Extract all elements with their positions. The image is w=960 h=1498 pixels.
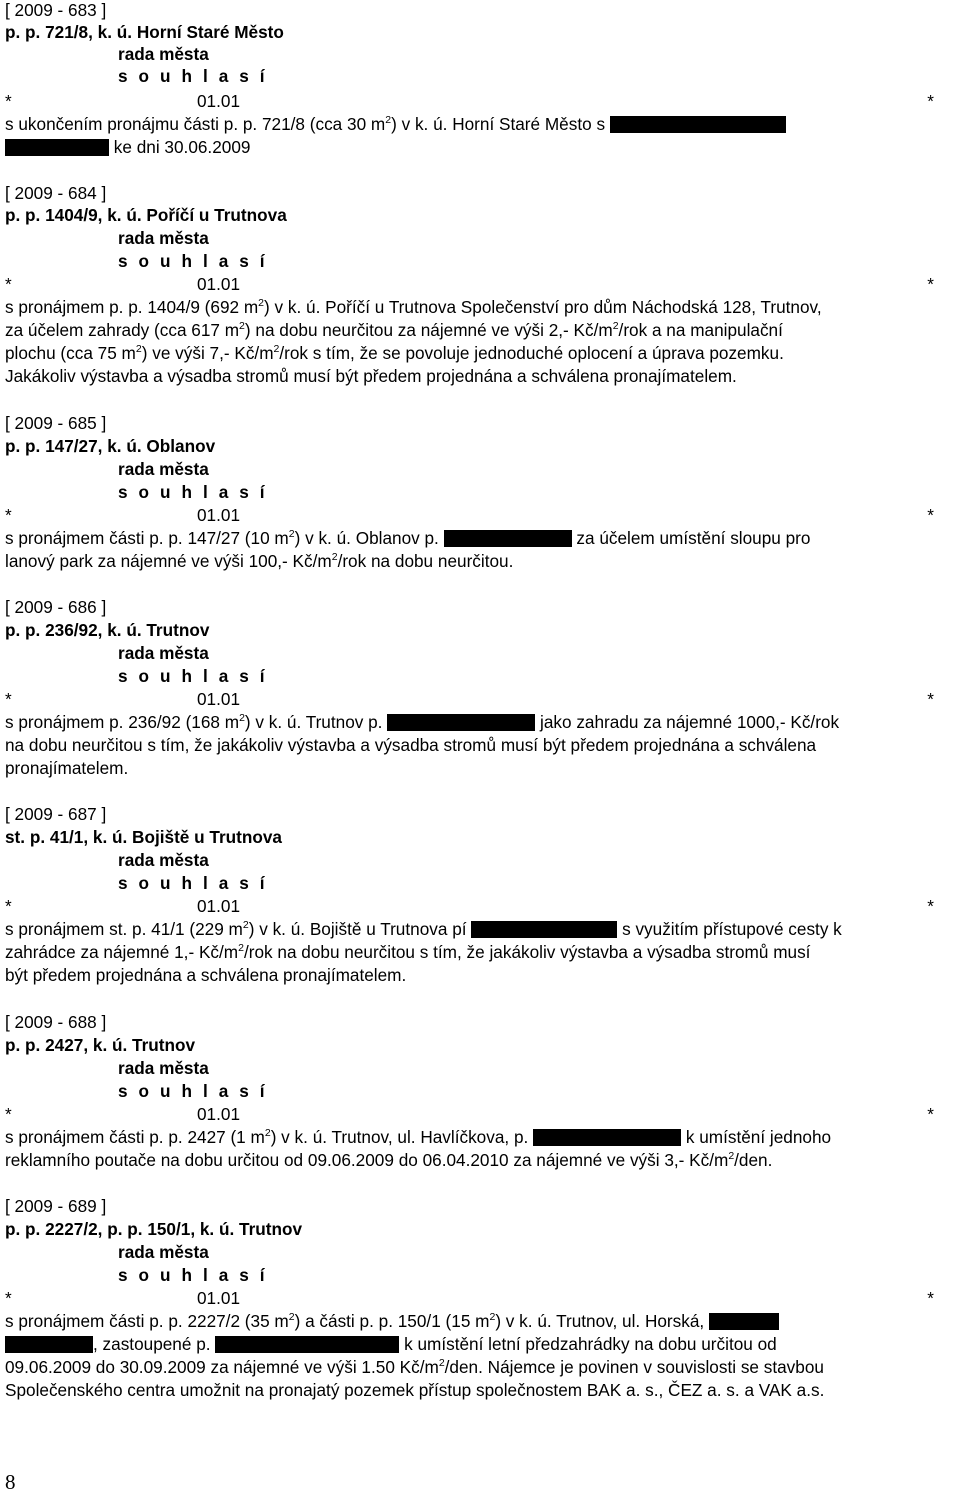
resolution-ref: [ 2009 - 685 ] bbox=[5, 413, 107, 433]
resolution-text-line: s pronájmem části p. p. 2227/2 (35 $m^2$) a části p. p. 150/1 (15 $m^2$) v k. ú. Trutnov, ul. Horská, bbox=[5, 1311, 779, 1332]
resolution-text-line: ke dni 30.06.2009 bbox=[5, 137, 250, 158]
resolution-ref: [ 2009 - 688 ] bbox=[5, 1012, 107, 1032]
resolution-text-line: s pronájmem části p. p. 147/27 (10 $m^2$) v k. ú. Oblanov p. za účelem umístění sloupu pro bbox=[5, 528, 811, 548]
star-marker: * bbox=[5, 274, 12, 294]
resolution-text-line: reklamního poutače na dobu určitou od 09.06.2009 do 06.04.2010 za nájemné ve výši 3,- $Kč/m^2$/den. bbox=[5, 1150, 773, 1170]
star-marker: * bbox=[5, 91, 12, 111]
parcel-heading: p. p. 2427, k. ú. Trutnov bbox=[5, 1035, 196, 1055]
code-row bbox=[5, 505, 934, 526]
resolution-text-line: 09.06.2009 do 30.09.2009 za nájemné ve výši 1.50 $Kč/m^2$/den. Nájemce je povinen v souvislosti se stavbou bbox=[5, 1357, 824, 1377]
star-marker: * bbox=[5, 1104, 12, 1124]
parcel-heading: p. p. 2227/2, p. p. 150/1, k. ú. Trutnov bbox=[5, 1219, 303, 1239]
resolution-text-line: Společenského centra umožnit na pronajatý pozemek přístup společnostem BAK a. s., ČEZ a. s. a VAK a.s. bbox=[5, 1380, 825, 1400]
parcel-heading: st. p. 41/1, k. ú. Bojiště u Trutnova bbox=[5, 827, 282, 847]
star-marker: * bbox=[927, 274, 934, 294]
star-marker: * bbox=[927, 1288, 934, 1308]
resolution-text-line: za účelem zahrady (cca 617 $m^2$) na dobu neurčitou za nájemné ve výši 2,- $Kč/m^2$/rok a na manipulační bbox=[5, 320, 783, 340]
action-label: s o u h l a s í bbox=[118, 1081, 268, 1101]
redaction-box bbox=[5, 1336, 93, 1353]
resolution-code: 01.01 bbox=[197, 91, 241, 111]
resolution-code: 01.01 bbox=[197, 505, 241, 525]
code-row bbox=[5, 1288, 934, 1309]
page-number: 8 bbox=[5, 1470, 16, 1494]
resolution-text-line: zahrádce za nájemné 1,- $Kč/m^2$/rok na dobu neurčitou s tím, že jakákoliv výstavba a výsadba stromů musí bbox=[5, 942, 811, 962]
star-marker: * bbox=[927, 896, 934, 916]
resolution-ref: [ 2009 - 686 ] bbox=[5, 597, 107, 617]
redaction-box bbox=[533, 1129, 681, 1146]
resolution-code: 01.01 bbox=[197, 689, 241, 709]
resolution-text-line: být předem projednána a schválena pronajímatelem. bbox=[5, 965, 407, 985]
action-label: s o u h l a s í bbox=[118, 251, 268, 271]
resolution-ref: [ 2009 - 687 ] bbox=[5, 804, 107, 824]
council-label: rada města bbox=[118, 850, 209, 870]
resolution-text-line: s pronájmem p. 236/92 (168 $m^2$) v k. ú. Trutnov p. jako zahradu za nájemné 1000,- Kč/rok bbox=[5, 712, 840, 732]
redaction-box bbox=[610, 116, 786, 133]
council-label: rada města bbox=[118, 44, 209, 64]
star-marker: * bbox=[927, 689, 934, 709]
action-label: s o u h l a s í bbox=[118, 666, 268, 686]
star-marker: * bbox=[927, 505, 934, 525]
star-marker: * bbox=[927, 1104, 934, 1124]
action-label: s o u h l a s í bbox=[118, 873, 268, 893]
resolution-text-line: pronajímatelem. bbox=[5, 758, 129, 778]
council-label: rada města bbox=[118, 643, 209, 663]
parcel-heading: p. p. 147/27, k. ú. Oblanov bbox=[5, 436, 216, 456]
redaction-box bbox=[709, 1313, 779, 1330]
resolution-text-line: s pronájmem části p. p. 2427 (1 $m^2$) v k. ú. Trutnov, ul. Havlíčkova, p. k umístění jednoho bbox=[5, 1127, 832, 1147]
star-marker: * bbox=[927, 91, 934, 111]
parcel-heading: p. p. 721/8, k. ú. Horní Staré Město bbox=[5, 22, 284, 42]
action-label: s o u h l a s í bbox=[118, 1265, 268, 1285]
resolution-text-line: plochu (cca 75 $m^2$) ve výši 7,- $Kč/m^2$/rok s tím, že se povoluje jednoduché oplocení a úprava pozemku. bbox=[5, 343, 784, 363]
council-label: rada města bbox=[118, 1242, 209, 1262]
resolution-code: 01.01 bbox=[197, 896, 241, 916]
code-row bbox=[5, 896, 934, 917]
star-marker: * bbox=[5, 689, 12, 709]
star-marker: * bbox=[5, 505, 12, 525]
code-row bbox=[5, 274, 934, 295]
parcel-heading: p. p. 1404/9, k. ú. Poříčí u Trutnova bbox=[5, 205, 287, 225]
redaction-box bbox=[5, 139, 109, 156]
resolution-code: 01.01 bbox=[197, 274, 241, 294]
resolution-text-line: lanový park za nájemné ve výši 100,- $Kč/m^2$/rok na dobu neurčitou. bbox=[5, 551, 514, 571]
resolution-text-line: s ukončením pronájmu části p. p. 721/8 (cca 30 $m^2$) v k. ú. Horní Staré Město s bbox=[5, 114, 786, 135]
resolution-ref: [ 2009 - 684 ] bbox=[5, 183, 107, 203]
resolution-code: 01.01 bbox=[197, 1288, 241, 1308]
council-label: rada města bbox=[118, 1058, 209, 1078]
resolution-text-line: s pronájmem st. p. 41/1 (229 $m^2$) v k. ú. Bojiště u Trutnova pí s využitím přístupové cesty k bbox=[5, 919, 842, 939]
code-row bbox=[5, 1104, 934, 1125]
resolution-text-line: , zastoupené p. k umístění letní předzahrádky na dobu určitou od bbox=[5, 1334, 777, 1355]
council-label: rada města bbox=[118, 459, 209, 479]
resolution-code: 01.01 bbox=[197, 1104, 241, 1124]
action-label: s o u h l a s í bbox=[118, 66, 268, 86]
code-row bbox=[5, 689, 934, 710]
resolution-ref: [ 2009 - 689 ] bbox=[5, 1196, 107, 1216]
resolution-text-line: na dobu neurčitou s tím, že jakákoliv výstavba a výsadba stromů musí být předem projednána a schválena bbox=[5, 735, 817, 755]
parcel-heading: p. p. 236/92, k. ú. Trutnov bbox=[5, 620, 210, 640]
code-row bbox=[5, 91, 934, 112]
redaction-box bbox=[387, 714, 535, 731]
star-marker: * bbox=[5, 896, 12, 916]
action-label: s o u h l a s í bbox=[118, 482, 268, 502]
council-label: rada města bbox=[118, 228, 209, 248]
resolution-text-line: s pronájmem p. p. 1404/9 (692 $m^2$) v k. ú. Poříčí u Trutnova Společenství pro dům Náchodská 128, Trutnov, bbox=[5, 297, 822, 317]
redaction-box bbox=[471, 921, 617, 938]
star-marker: * bbox=[5, 1288, 12, 1308]
resolution-text-line: Jakákoliv výstavba a výsadba stromů musí být předem projednána a schválena pronajímatelem. bbox=[5, 366, 737, 386]
redaction-box bbox=[215, 1336, 399, 1353]
redaction-box bbox=[444, 530, 572, 547]
resolution-ref: [ 2009 - 683 ] bbox=[5, 0, 107, 20]
